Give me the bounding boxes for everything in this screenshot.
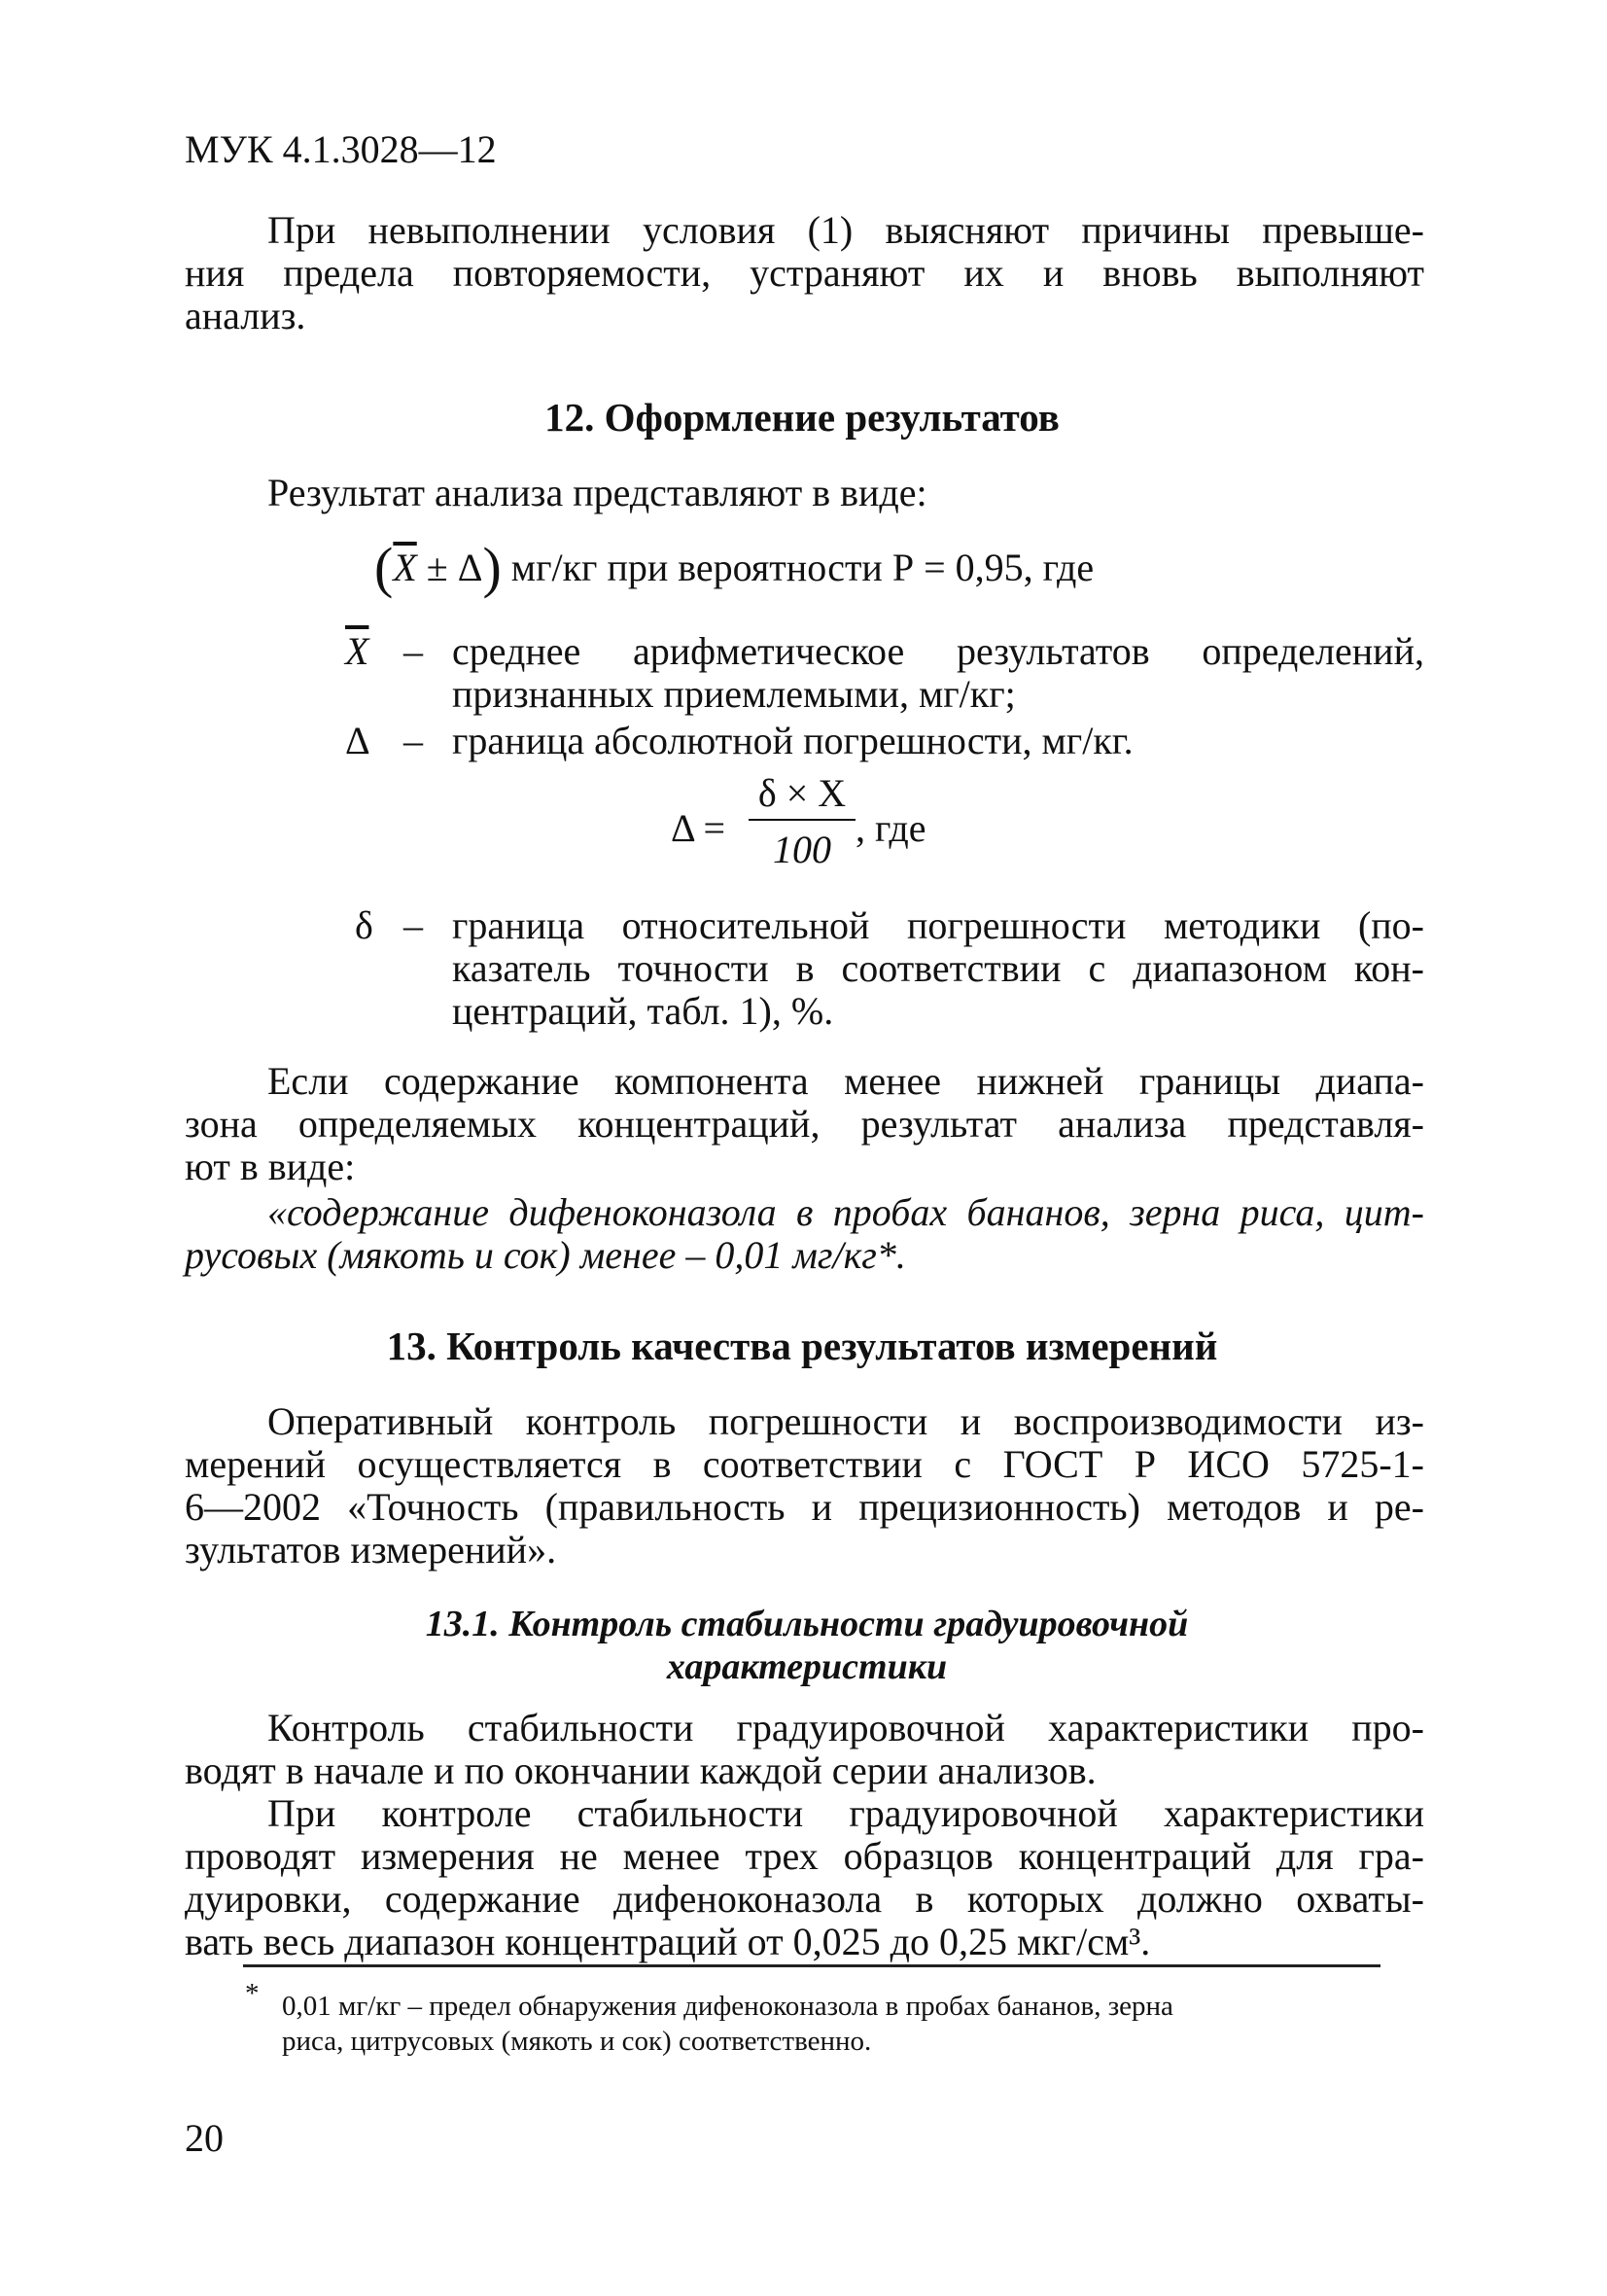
definition-xbar (345, 630, 1424, 716)
formula-paren-left: ( (374, 536, 394, 599)
footnote-separator (243, 1964, 1380, 1967)
formula-pm-delta: ± Δ (416, 546, 483, 589)
paragraph-intro (185, 209, 1424, 337)
text-line: дуировки, содержание дифеноконазола в которых должно охваты- (185, 1877, 1424, 1921)
def-symbol: $\overline{X}$ (345, 629, 369, 673)
definition-small-delta (355, 904, 1424, 1036)
text-line: риса, цитрусовых (мякоть и сок) соответственно. (282, 2026, 872, 2057)
formula-xbar: $\overline{X}$ (393, 546, 417, 589)
text-line: анализ. (185, 294, 306, 337)
text-line: ют в виде: (185, 1145, 356, 1188)
text-line: При контроле стабильности градуировочной характеристики (267, 1791, 1424, 1835)
section-12-title: 12. Оформление результатов (544, 395, 1060, 440)
text-line: казатель точности в соответствии с диапазоном кон- (452, 946, 1424, 990)
def-symbol: Δ (345, 719, 370, 762)
footnote-text (282, 1989, 1380, 2059)
text-line: русовых (мякоть и сок) менее – 0,01 мг/кг*. (185, 1233, 906, 1277)
definitions-1 (345, 630, 1424, 766)
text-line: 0,01 мг/кг – предел обнаружения дифеноконазола в пробах бананов, зерна (282, 1991, 1173, 2022)
text-line: центраций, табл. 1), %. (452, 989, 834, 1033)
footnote-mark: * (245, 1978, 260, 2009)
result-quote (185, 1191, 1424, 1277)
paragraph-operational-control (185, 1400, 1424, 1572)
text-line: зона определяемых концентраций, результат анализа представля- (185, 1102, 1424, 1146)
subsection-13-1-title (321, 1603, 1293, 1688)
subtitle-line: 13.1. Контроль стабильности градуировочной (425, 1604, 1189, 1644)
result-formula (374, 535, 1094, 600)
text-line: вать весь диапазон концентраций от 0,025 до 0,25 мкг/см³. (185, 1920, 1151, 1963)
paragraph-stability-a (185, 1707, 1424, 1792)
paragraph-stability-b (185, 1792, 1424, 1963)
fraction-numerator: δ × X (757, 771, 847, 815)
text-line: водят в начале и по окончании каждой серии анализов. (185, 1748, 1097, 1792)
text-line: зультатов измерений». (185, 1528, 557, 1572)
def-dash: – (403, 629, 423, 673)
text-line: граница относительной погрешности методики (по- (452, 903, 1424, 947)
fraction-bar (749, 819, 856, 821)
delta-fraction (749, 770, 856, 877)
formula-paren-right: ) (482, 536, 502, 599)
def-dash: – (403, 903, 423, 947)
text-line: граница абсолютной погрешности, мг/кг. (452, 719, 1134, 762)
text-line: Контроль стабильности градуировочной характеристики про- (267, 1706, 1424, 1749)
text-line: 6—2002 «Точность (правильность и прецизионность) методов и ре- (185, 1485, 1424, 1529)
text-line: проводят измерения не менее трех образцов концентраций для гра- (185, 1834, 1424, 1878)
def-dash: – (403, 719, 423, 762)
text-line: «содержание дифеноконазола в пробах бананов, зерна риса, цит- (267, 1190, 1424, 1234)
delta-formula-lhs: Δ = (671, 806, 726, 850)
subtitle-line: характеристики (666, 1646, 948, 1687)
text-line: Если содержание компонента менее нижней границы диапа- (267, 1059, 1424, 1103)
definition-delta (345, 720, 1424, 762)
text-line: Оперативный контроль погрешности и воспроизводимости из- (267, 1399, 1424, 1443)
text-line: среднее арифметическое результатов определений, (452, 629, 1424, 673)
text-line: признанных приемлемыми, мг/кг; (452, 672, 1016, 716)
paragraph-lower-limit (185, 1060, 1424, 1188)
section-12-lead: Результат анализа представляют в виде: (267, 471, 927, 514)
formula-tail: мг/кг при вероятности Р = 0,95, где (501, 546, 1095, 589)
section-13-title: 13. Контроль качества результатов измерений (386, 1324, 1218, 1368)
text-line: При невыполнении условия (1) выясняют причины превыше- (267, 208, 1424, 252)
document-code: МУК 4.1.3028—12 (185, 127, 497, 171)
delta-formula-tail: , где (856, 806, 926, 850)
def-symbol: δ (355, 903, 373, 947)
fraction-denominator: 100 (773, 828, 831, 871)
definitions-2 (355, 904, 1424, 1036)
text-line: мерений осуществляется в соответствии с ГОСТ Р ИСО 5725-1- (185, 1442, 1424, 1486)
page-number: 20 (185, 2116, 224, 2160)
text-line: ния предела повторяемости, устраняют их и вновь выполняют (185, 251, 1424, 295)
